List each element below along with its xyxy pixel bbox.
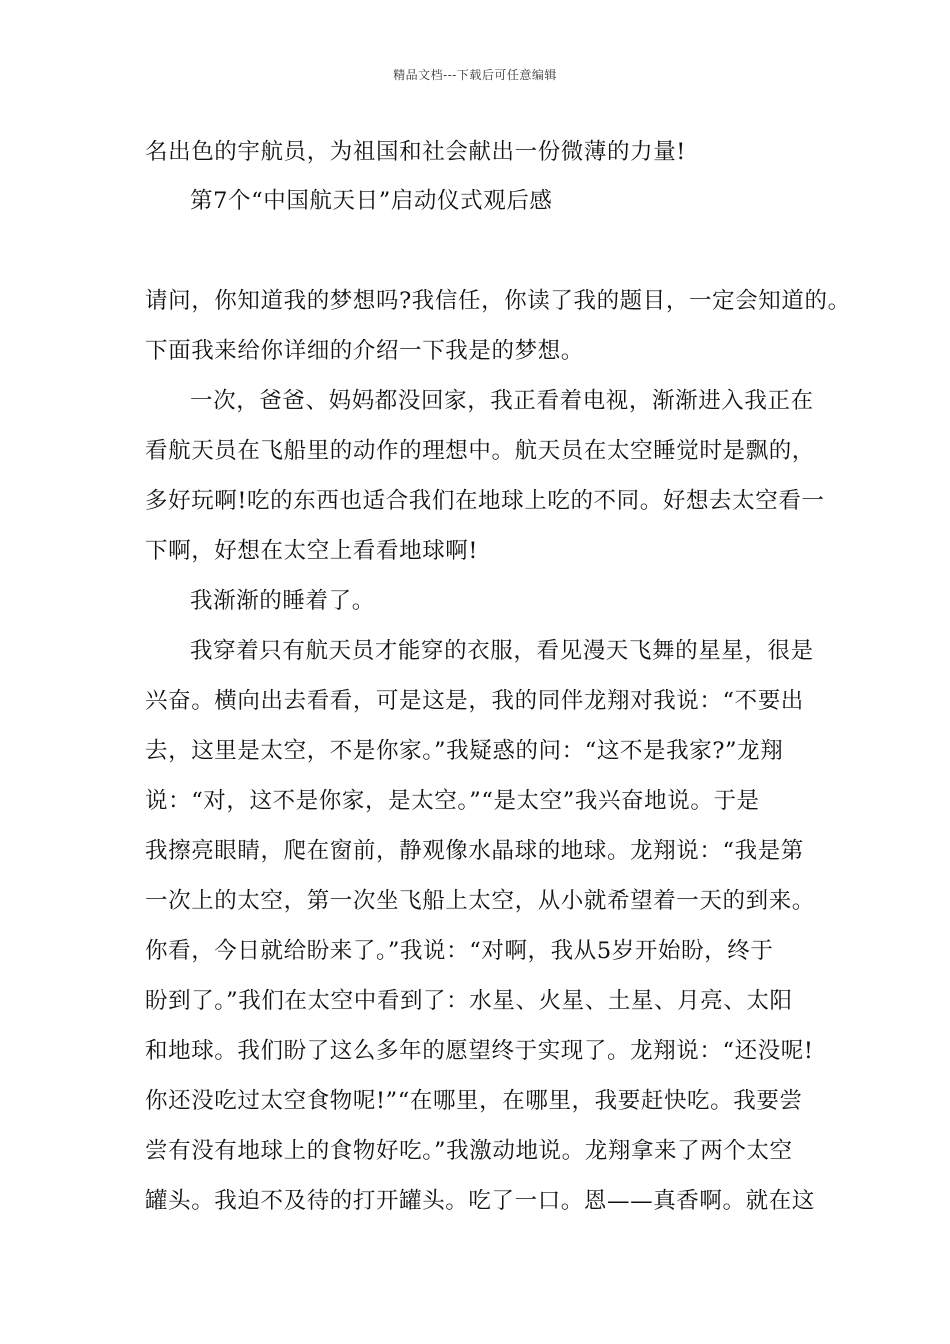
text-line: 说：“对，这不是你家，是太空。”“是太空”我兴奋地说。于是 xyxy=(145,788,760,814)
article-title: 第7个“中国航天日”启动仪式观后感 xyxy=(190,188,553,214)
text-line: 尝有没有地球上的食物好吃。”我激动地说。龙翔拿来了两个太空 xyxy=(145,1138,793,1164)
text-line: 去，这里是太空，不是你家。”我疑惑的问：“这不是我家?”龙翔 xyxy=(145,738,784,764)
text-line: 我穿着只有航天员才能穿的衣服，看见漫天飞舞的星星，很是 xyxy=(190,638,814,664)
text-line: 你还没吃过太空食物呢!”“在哪里，在哪里，我要赶快吃。我要尝 xyxy=(145,1088,803,1114)
text-line: 一次，爸爸、妈妈都没回家，我正看着电视，渐渐进入我正在 xyxy=(190,388,814,414)
text-line: 多好玩啊!吃的东西也适合我们在地球上吃的不同。好想去太空看一 xyxy=(145,488,825,514)
text-line: 兴奋。横向出去看看，可是这是，我的同伴龙翔对我说：“不要出 xyxy=(145,688,804,714)
text-line: 你看，今日就给盼来了。”我说：“对啊，我从5岁开始盼，终于 xyxy=(145,938,774,964)
page-header: 精品文档---下载后可任意编辑 xyxy=(393,68,557,82)
text-line: 请问，你知道我的梦想吗?我信任，你读了我的题目，一定会知道的。 xyxy=(145,288,851,314)
text-line: 看航天员在飞船里的动作的理想中。航天员在太空睡觉时是飘的， xyxy=(145,438,815,464)
text-line: 我渐渐的睡着了。 xyxy=(190,588,375,614)
text-line: 下啊，好想在太空上看看地球啊! xyxy=(145,538,479,564)
text-line: 我擦亮眼睛，爬在窗前，静观像水晶球的地球。龙翔说：“我是第 xyxy=(145,838,804,864)
text-line: 下面我来给你详细的介绍一下我是的梦想。 xyxy=(145,338,584,364)
text-line: 罐头。我迫不及待的打开罐头。吃了一口。恩——真香啊。就在这 xyxy=(145,1188,815,1214)
text-line: 盼到了。”我们在太空中看到了：水星、火星、土星、月亮、太阳 xyxy=(145,988,793,1014)
text-line: 一次上的太空，第一次坐飞船上太空，从小就希望着一天的到来。 xyxy=(145,888,815,914)
text-line: 和地球。我们盼了这么多年的愿望终于实现了。龙翔说：“还没呢! xyxy=(145,1038,814,1064)
text-line: 名出色的宇航员，为祖国和社会献出一份微薄的力量! xyxy=(145,139,686,165)
